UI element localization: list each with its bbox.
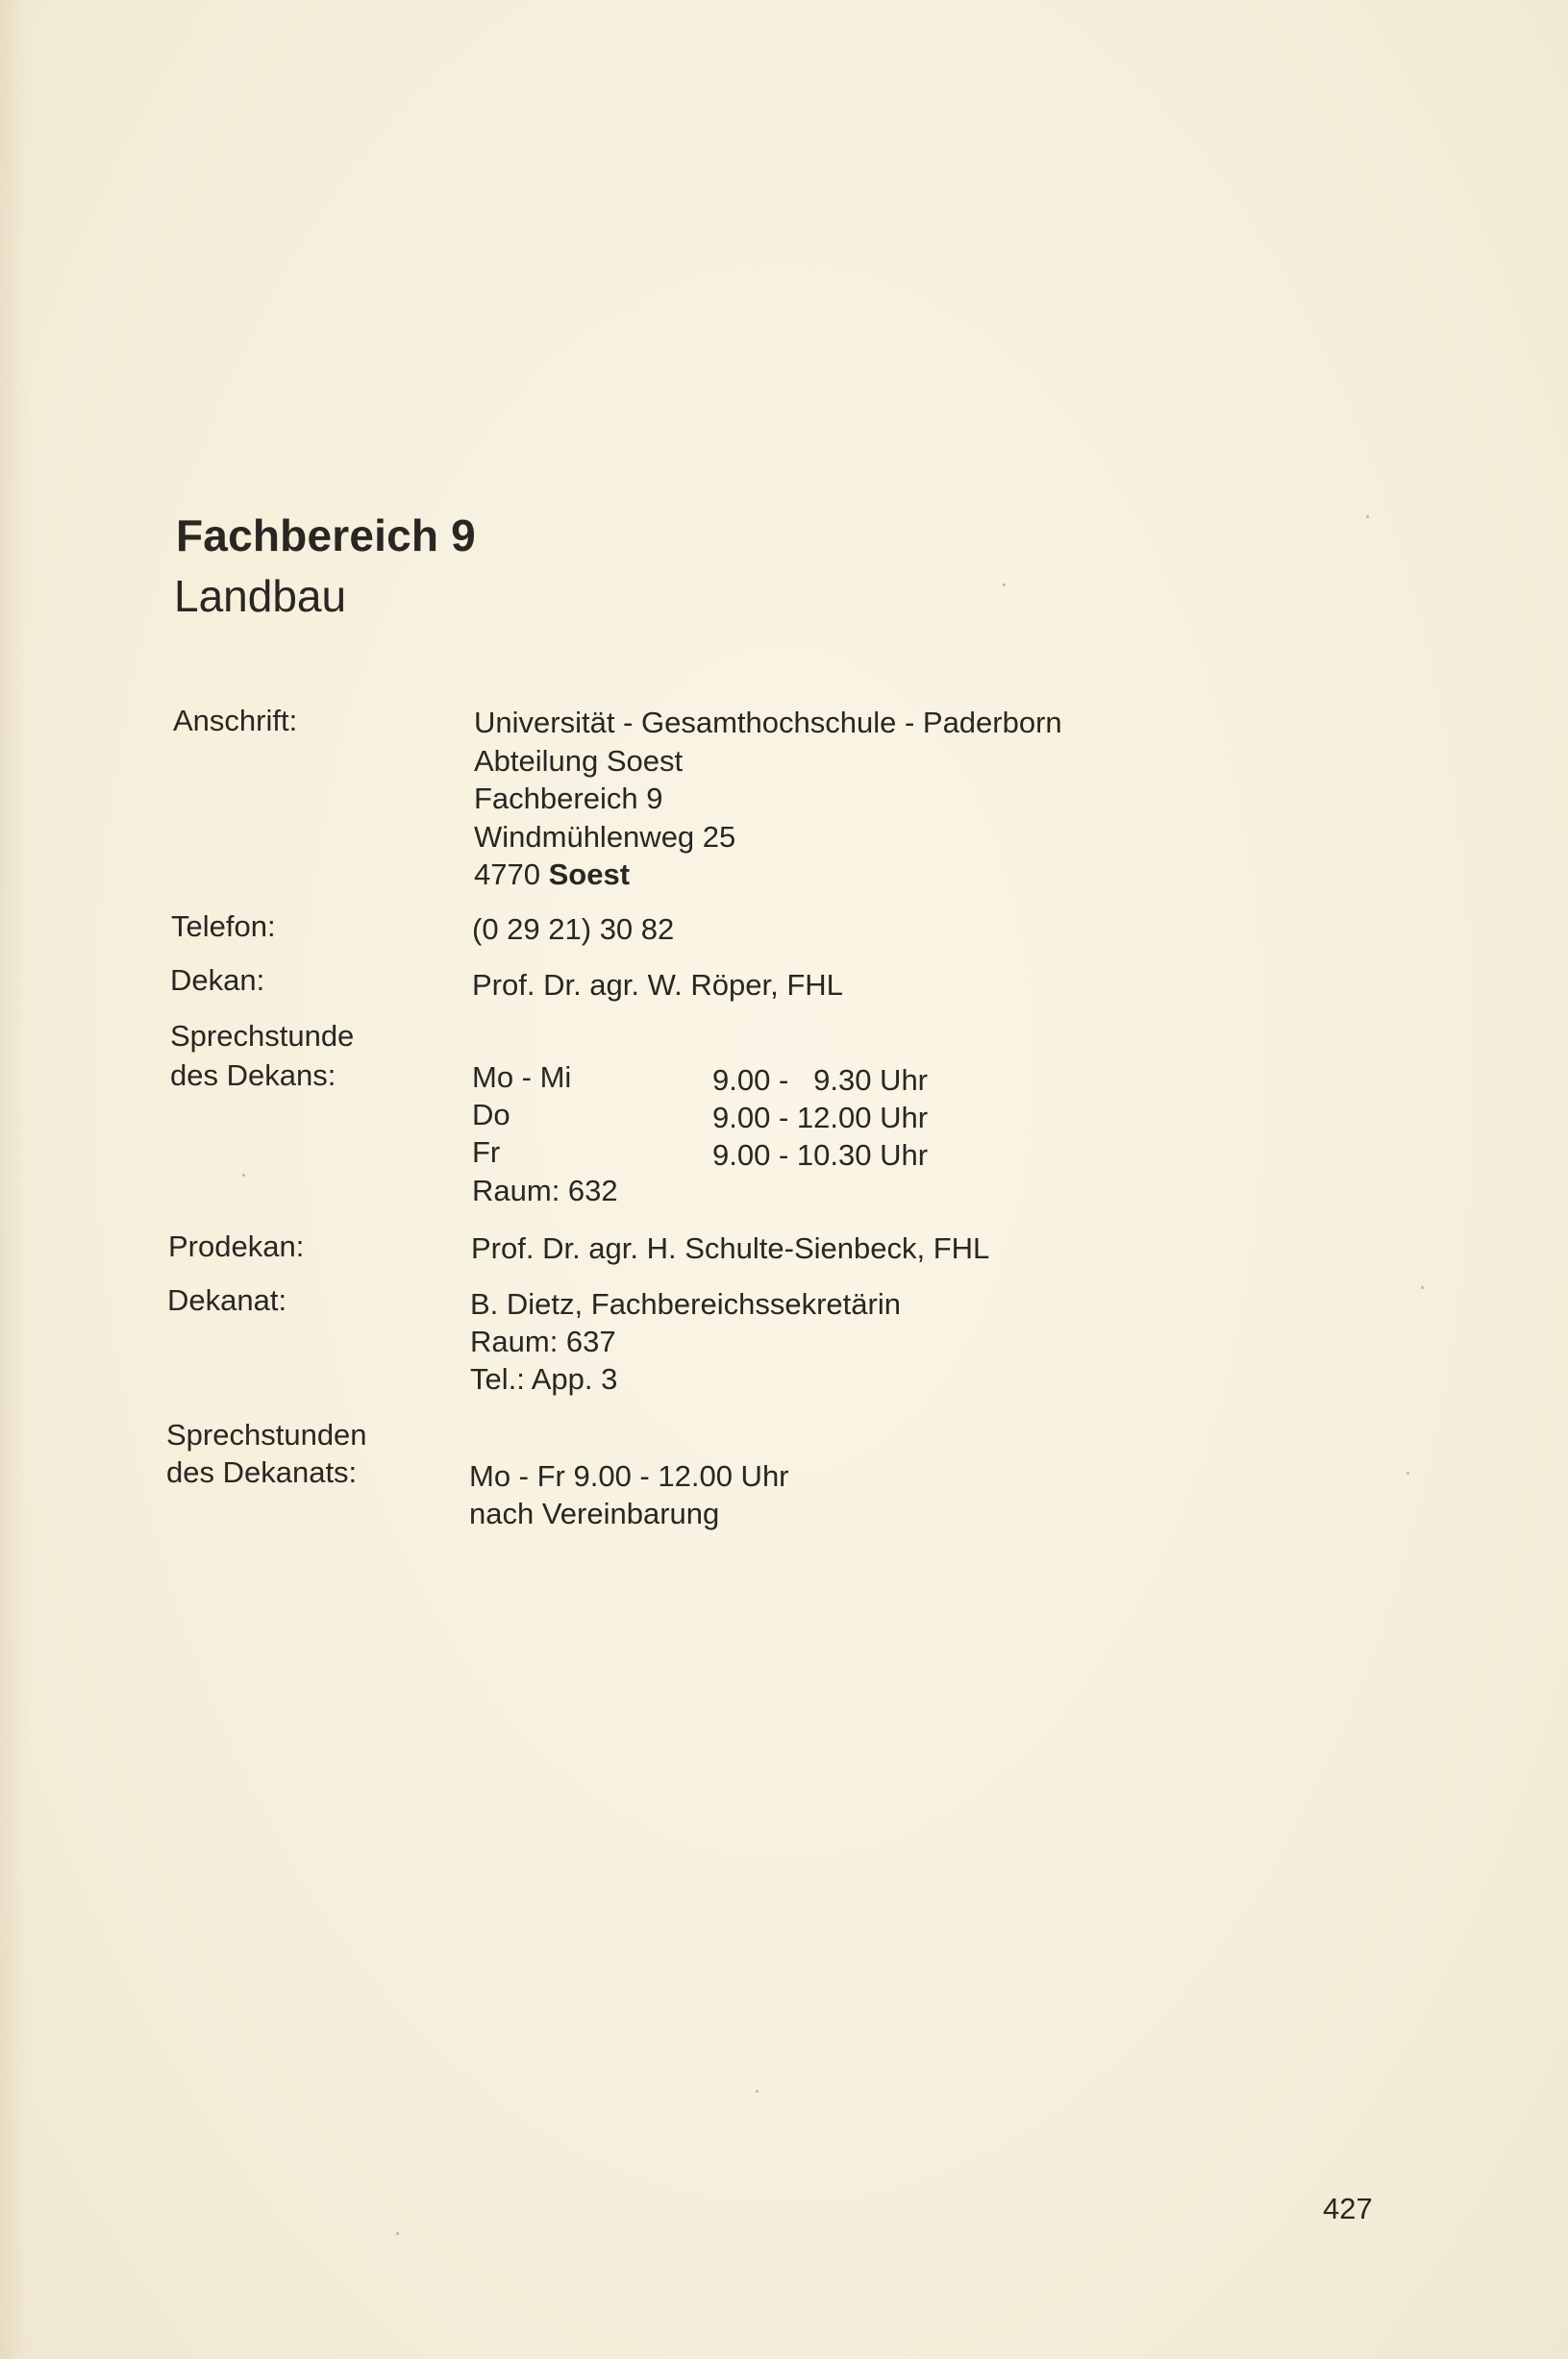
page-subtitle: Landbau xyxy=(174,571,347,621)
sprechstunde-dekan-day-2: Do xyxy=(472,1098,510,1131)
sprechstunde-dekan-label-line-1: Sprechstunde xyxy=(170,1019,355,1053)
address-line-4: Windmühlenweg 25 xyxy=(474,820,736,854)
telefon-value: (0 29 21) 30 82 xyxy=(472,912,675,946)
sprechstunden-dekanat-label-line-2: des Dekanats: xyxy=(166,1455,358,1489)
address-city: Soest xyxy=(548,857,631,891)
dekanat-label: Dekanat: xyxy=(167,1283,287,1317)
paper-speck xyxy=(1003,584,1006,586)
dekanat-line-1: B. Dietz, Fachbereichssekretärin xyxy=(470,1287,901,1321)
paper-speck xyxy=(1421,1286,1424,1289)
paper-speck xyxy=(1366,515,1369,518)
dekanat-line-3: Tel.: App. 3 xyxy=(470,1362,618,1396)
anschrift-label: Anschrift: xyxy=(173,704,298,737)
sprechstunde-dekan-room: Raum: 632 xyxy=(472,1174,618,1207)
prodekan-value: Prof. Dr. agr. H. Schulte-Sienbeck, FHL xyxy=(471,1231,990,1265)
page-number: 427 xyxy=(1323,2192,1373,2225)
address-line-2: Abteilung Soest xyxy=(474,744,684,778)
sprechstunde-dekan-day-1: Mo - Mi xyxy=(472,1060,572,1094)
paper-speck xyxy=(396,2232,399,2235)
sprechstunden-dekanat-line-2: nach Vereinbarung xyxy=(469,1497,720,1530)
dekanat-line-2: Raum: 637 xyxy=(470,1325,616,1358)
address-postcode: 4770 xyxy=(474,857,540,891)
paper-speck xyxy=(1406,1472,1409,1475)
address-line-1: Universität - Gesamthochschule - Paderborn xyxy=(474,706,1062,739)
address-city-line xyxy=(474,856,630,894)
sprechstunde-dekan-time-2: 9.00 - 12.00 Uhr xyxy=(712,1101,929,1134)
paper-speck xyxy=(756,2090,759,2093)
dekan-label: Dekan: xyxy=(170,963,265,997)
page-title: Fachbereich 9 xyxy=(176,510,476,560)
sprechstunde-dekan-day-3: Fr xyxy=(472,1135,501,1169)
sprechstunde-dekan-label-line-2: des Dekans: xyxy=(170,1058,336,1092)
address-line-3: Fachbereich 9 xyxy=(474,782,663,815)
telefon-label: Telefon: xyxy=(171,909,276,943)
prodekan-label: Prodekan: xyxy=(168,1229,305,1263)
sprechstunden-dekanat-label-line-1: Sprechstunden xyxy=(166,1418,367,1452)
sprechstunden-dekanat-line-1: Mo - Fr 9.00 - 12.00 Uhr xyxy=(469,1459,789,1493)
sprechstunde-dekan-time-1: 9.00 - 9.30 Uhr xyxy=(712,1063,929,1097)
page-edge-shadow xyxy=(0,0,29,2359)
dekan-value: Prof. Dr. agr. W. Röper, FHL xyxy=(472,968,843,1002)
paper-speck xyxy=(242,1174,245,1177)
sprechstunde-dekan-time-3: 9.00 - 10.30 Uhr xyxy=(712,1138,929,1172)
